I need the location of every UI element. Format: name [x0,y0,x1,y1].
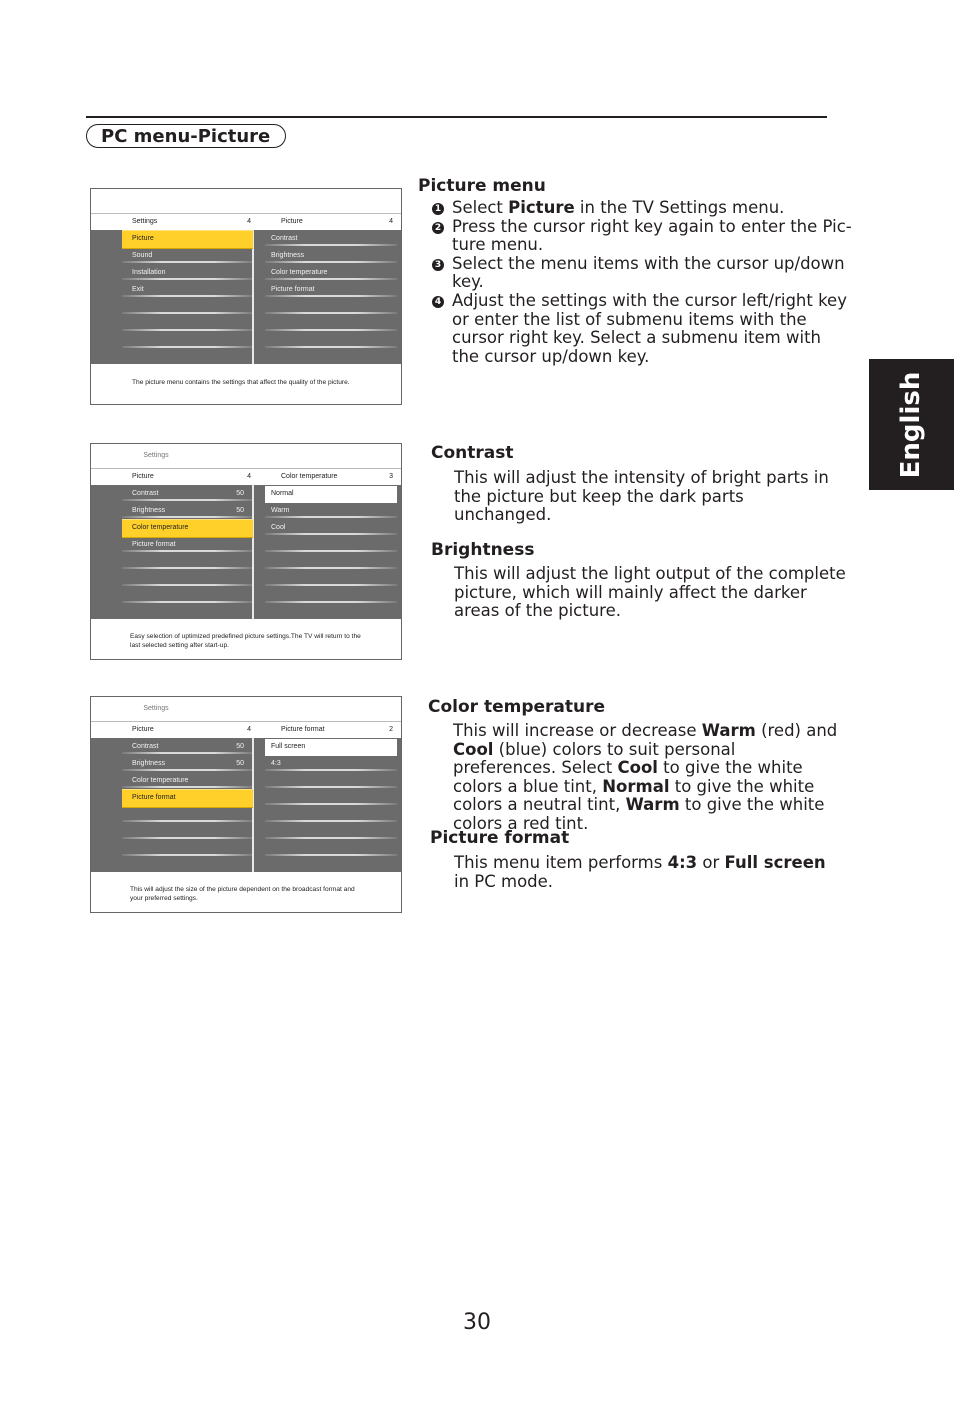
menu-right-item[interactable] [265,588,397,605]
step-number-icon: 2 [432,222,444,234]
menu-divider [265,312,397,314]
picture-format-heading: Picture format [430,828,570,848]
menu-left-item[interactable] [122,756,253,773]
page-number: 30 [463,1310,491,1335]
menu-divider [122,516,253,518]
menu-item-label: Picture format [271,286,315,293]
menu-left-item[interactable] [122,824,253,841]
menu-divider [265,550,397,552]
menu-right-item[interactable] [265,537,397,554]
menu-header [91,697,401,722]
menu-divider [122,584,253,586]
step-text: Press the cursor right key again to enter the Pic-ture menu. [452,216,852,255]
menu-divider [122,278,253,280]
menu-body [91,230,401,364]
menu-left-item[interactable] [122,503,253,520]
left-column-title: Picture [132,473,154,480]
menu-item-label: 4:3 [271,760,281,767]
bold-term: Normal [602,776,670,796]
step-text: Select the menu items with the cursor up/down key. [452,253,845,292]
menu-item-label: Exit [132,286,144,293]
menu-divider [265,567,397,569]
picture-menu-heading: Picture menu [418,176,546,196]
menu-header-label: Settings [143,705,169,712]
menu-divider [265,837,397,839]
menu-divider [122,820,253,822]
left-column-count: 4 [247,473,251,480]
bold-term: Warm [701,721,756,740]
menu-right-item[interactable] [265,824,397,841]
menu-footer-help-text: This will adjust the size of the picture dependent on the broadcast format and your preferred settings. [130,886,355,902]
menu-item-label: Picture [132,235,154,242]
picture-menu-steps [432,199,852,366]
menu-divider [122,499,253,501]
color-temperature-heading: Color temperature [428,697,606,717]
language-tab [869,359,954,490]
top-rule [86,116,827,118]
menu-item-label: Picture format [132,541,176,548]
bold-term: Cool [453,739,494,759]
menu-divider [265,533,397,535]
bold-term: Warm [625,795,680,815]
menu-item-label: Sound [132,252,153,259]
step-number-icon: 1 [432,203,444,215]
menu-footer-help-text: The picture menu contains the settings that affect the quality of the picture. [132,379,350,386]
menu-left-item[interactable] [122,588,253,605]
menu-item-label: Brightness [132,760,166,767]
left-column-count: 4 [247,218,251,225]
menu-divider [122,769,253,771]
step-number-icon: 4 [432,296,444,308]
section-title: PC menu-Picture [86,124,286,148]
menu-item-label: Contrast [132,743,159,750]
menu-left-item[interactable] [122,486,253,503]
menu-divider [122,550,253,552]
menu-left-item[interactable] [122,739,253,756]
step-number-icon: 3 [432,259,444,271]
menu-header [91,444,401,469]
left-column-title: Picture [132,726,154,733]
menu-divider [122,837,253,839]
menu-header [91,189,401,214]
menu-item-label: Warm [271,507,290,514]
menu-divider [265,769,397,771]
menu-left-item[interactable] [122,265,253,282]
menu-divider [265,803,397,805]
right-column-count: 2 [389,726,393,733]
color-temperature-menu-screenshot [90,443,402,660]
menu-right-item[interactable] [265,739,397,756]
menu-divider [122,854,253,856]
menu-right-item[interactable] [265,333,397,350]
menu-left-item[interactable] [122,299,253,316]
step-2 [432,218,852,255]
text-run: in PC mode. [454,871,554,891]
menu-left-item[interactable] [122,571,253,588]
text-run: or [697,853,725,872]
menu-left-item[interactable] [122,789,253,808]
color-temperature-text [453,722,838,834]
menu-right-item[interactable] [265,756,397,773]
right-column-title: Color temperature [281,473,338,480]
menu-divider [265,329,397,331]
picture-menu-screenshot [90,188,402,405]
menu-item-value: 50 [236,743,244,750]
menu-right-item[interactable] [265,231,397,248]
menu-title-row [91,721,401,739]
menu-item-label: Contrast [271,235,298,242]
bold-term: Cool [617,758,658,778]
menu-divider [265,584,397,586]
menu-header-label: Settings [143,452,169,459]
contrast-text: This will adjust the intensity of bright parts in the picture but keep the dark parts unchanged. [454,468,829,525]
left-column-count: 4 [247,726,251,733]
step-3 [432,255,852,292]
menu-divider [265,244,397,246]
menu-divider [265,786,397,788]
menu-footer-help-text: Easy selection of uptimized predefined picture settings.The TV will return to the last selected setting after start-up. [130,633,361,649]
bold-term: 4:3 [667,853,698,872]
menu-item-label: Normal [271,490,294,497]
menu-left-item[interactable] [122,537,253,554]
menu-right-item[interactable] [265,265,397,282]
menu-divider [265,261,397,263]
menu-right-item[interactable] [265,841,397,858]
menu-divider [265,854,397,856]
text-run: to give the white colors a red tint. [453,795,825,833]
menu-divider [265,601,397,603]
contrast-heading: Contrast [431,443,514,463]
menu-title-row [91,468,401,486]
menu-left-item[interactable] [122,282,253,299]
menu-divider [122,752,253,754]
menu-item-label: Color temperature [132,777,189,784]
menu-divider [265,295,397,297]
text-run: This will increase or decrease [453,721,702,740]
menu-right-item[interactable] [265,571,397,588]
menu-divider [122,261,253,263]
menu-left-item[interactable] [122,333,253,350]
menu-divider [122,312,253,314]
menu-right-item[interactable] [265,503,397,520]
menu-body [91,485,401,619]
menu-divider [122,329,253,331]
menu-item-label: Brightness [271,252,305,259]
step-1 [432,199,852,218]
menu-item-label: Cool [271,524,286,531]
picture-format-text [454,854,844,891]
text-run: This menu item performs [454,853,668,872]
menu-item-value: 50 [236,507,244,514]
menu-item-label: Color temperature [271,269,328,276]
menu-right-item[interactable] [265,807,397,824]
menu-divider [122,601,253,603]
menu-item-value: 50 [236,490,244,497]
step-text: in the TV Settings menu. [574,198,785,217]
menu-right-item[interactable] [265,486,397,503]
right-column-title: Picture format [281,726,325,733]
right-column-title: Picture [281,218,303,225]
menu-item-label: Contrast [132,490,159,497]
text-run: to give the white colors a blue tint, [453,758,803,796]
text-run: to give the white colors a neutral tint, [453,776,815,815]
menu-item-label: Color temperature [132,524,189,531]
menu-right-item[interactable] [265,282,397,299]
menu-body [91,738,401,872]
right-column-count: 3 [389,473,393,480]
menu-right-item[interactable] [265,299,397,316]
menu-divider [122,295,253,297]
brightness-text: This will adjust the light output of the complete picture, which will mainly affect the darker areas of the picture. [454,564,846,621]
menu-divider [265,278,397,280]
menu-right-item[interactable] [265,790,397,807]
menu-divider [265,820,397,822]
menu-left-item[interactable] [122,248,253,265]
left-column-title: Settings [132,218,158,225]
step-text: Select [452,198,509,217]
menu-divider [265,346,397,348]
menu-left-item[interactable] [122,316,253,333]
bold-term: Full screen [724,853,826,872]
menu-divider [122,567,253,569]
language-tab-label: English [896,371,926,479]
menu-left-item[interactable] [122,841,253,858]
menu-left-item[interactable] [122,230,253,249]
menu-divider [122,346,253,348]
menu-right-item[interactable] [265,773,397,790]
menu-right-item[interactable] [265,520,397,537]
step-bold-text: Picture [508,198,575,217]
menu-right-item[interactable] [265,248,397,265]
menu-item-label: Installation [132,269,166,276]
menu-right-item[interactable] [265,316,397,333]
menu-item-label: Full screen [271,743,306,750]
picture-format-menu-screenshot [90,696,402,913]
menu-left-item[interactable] [122,773,253,790]
menu-left-item[interactable] [122,554,253,571]
menu-divider [122,786,253,788]
menu-left-item[interactable] [122,807,253,824]
text-run: (red) and [755,721,838,740]
text-run: (blue) colors to suit personal preferences. Select [453,739,736,778]
menu-divider [265,516,397,518]
step-text: Adjust the settings with the cursor left/right key or enter the list of submenu items with the cursor right key. Select a submenu item with the cursor up/down key. [452,290,847,366]
menu-item-label: Brightness [132,507,166,514]
menu-item-label: Picture format [132,794,176,801]
right-column-count: 4 [389,218,393,225]
menu-right-item[interactable] [265,554,397,571]
menu-title-row [91,213,401,231]
brightness-heading: Brightness [431,540,535,560]
step-4 [432,292,852,366]
menu-item-value: 50 [236,760,244,767]
menu-left-item[interactable] [122,519,253,538]
